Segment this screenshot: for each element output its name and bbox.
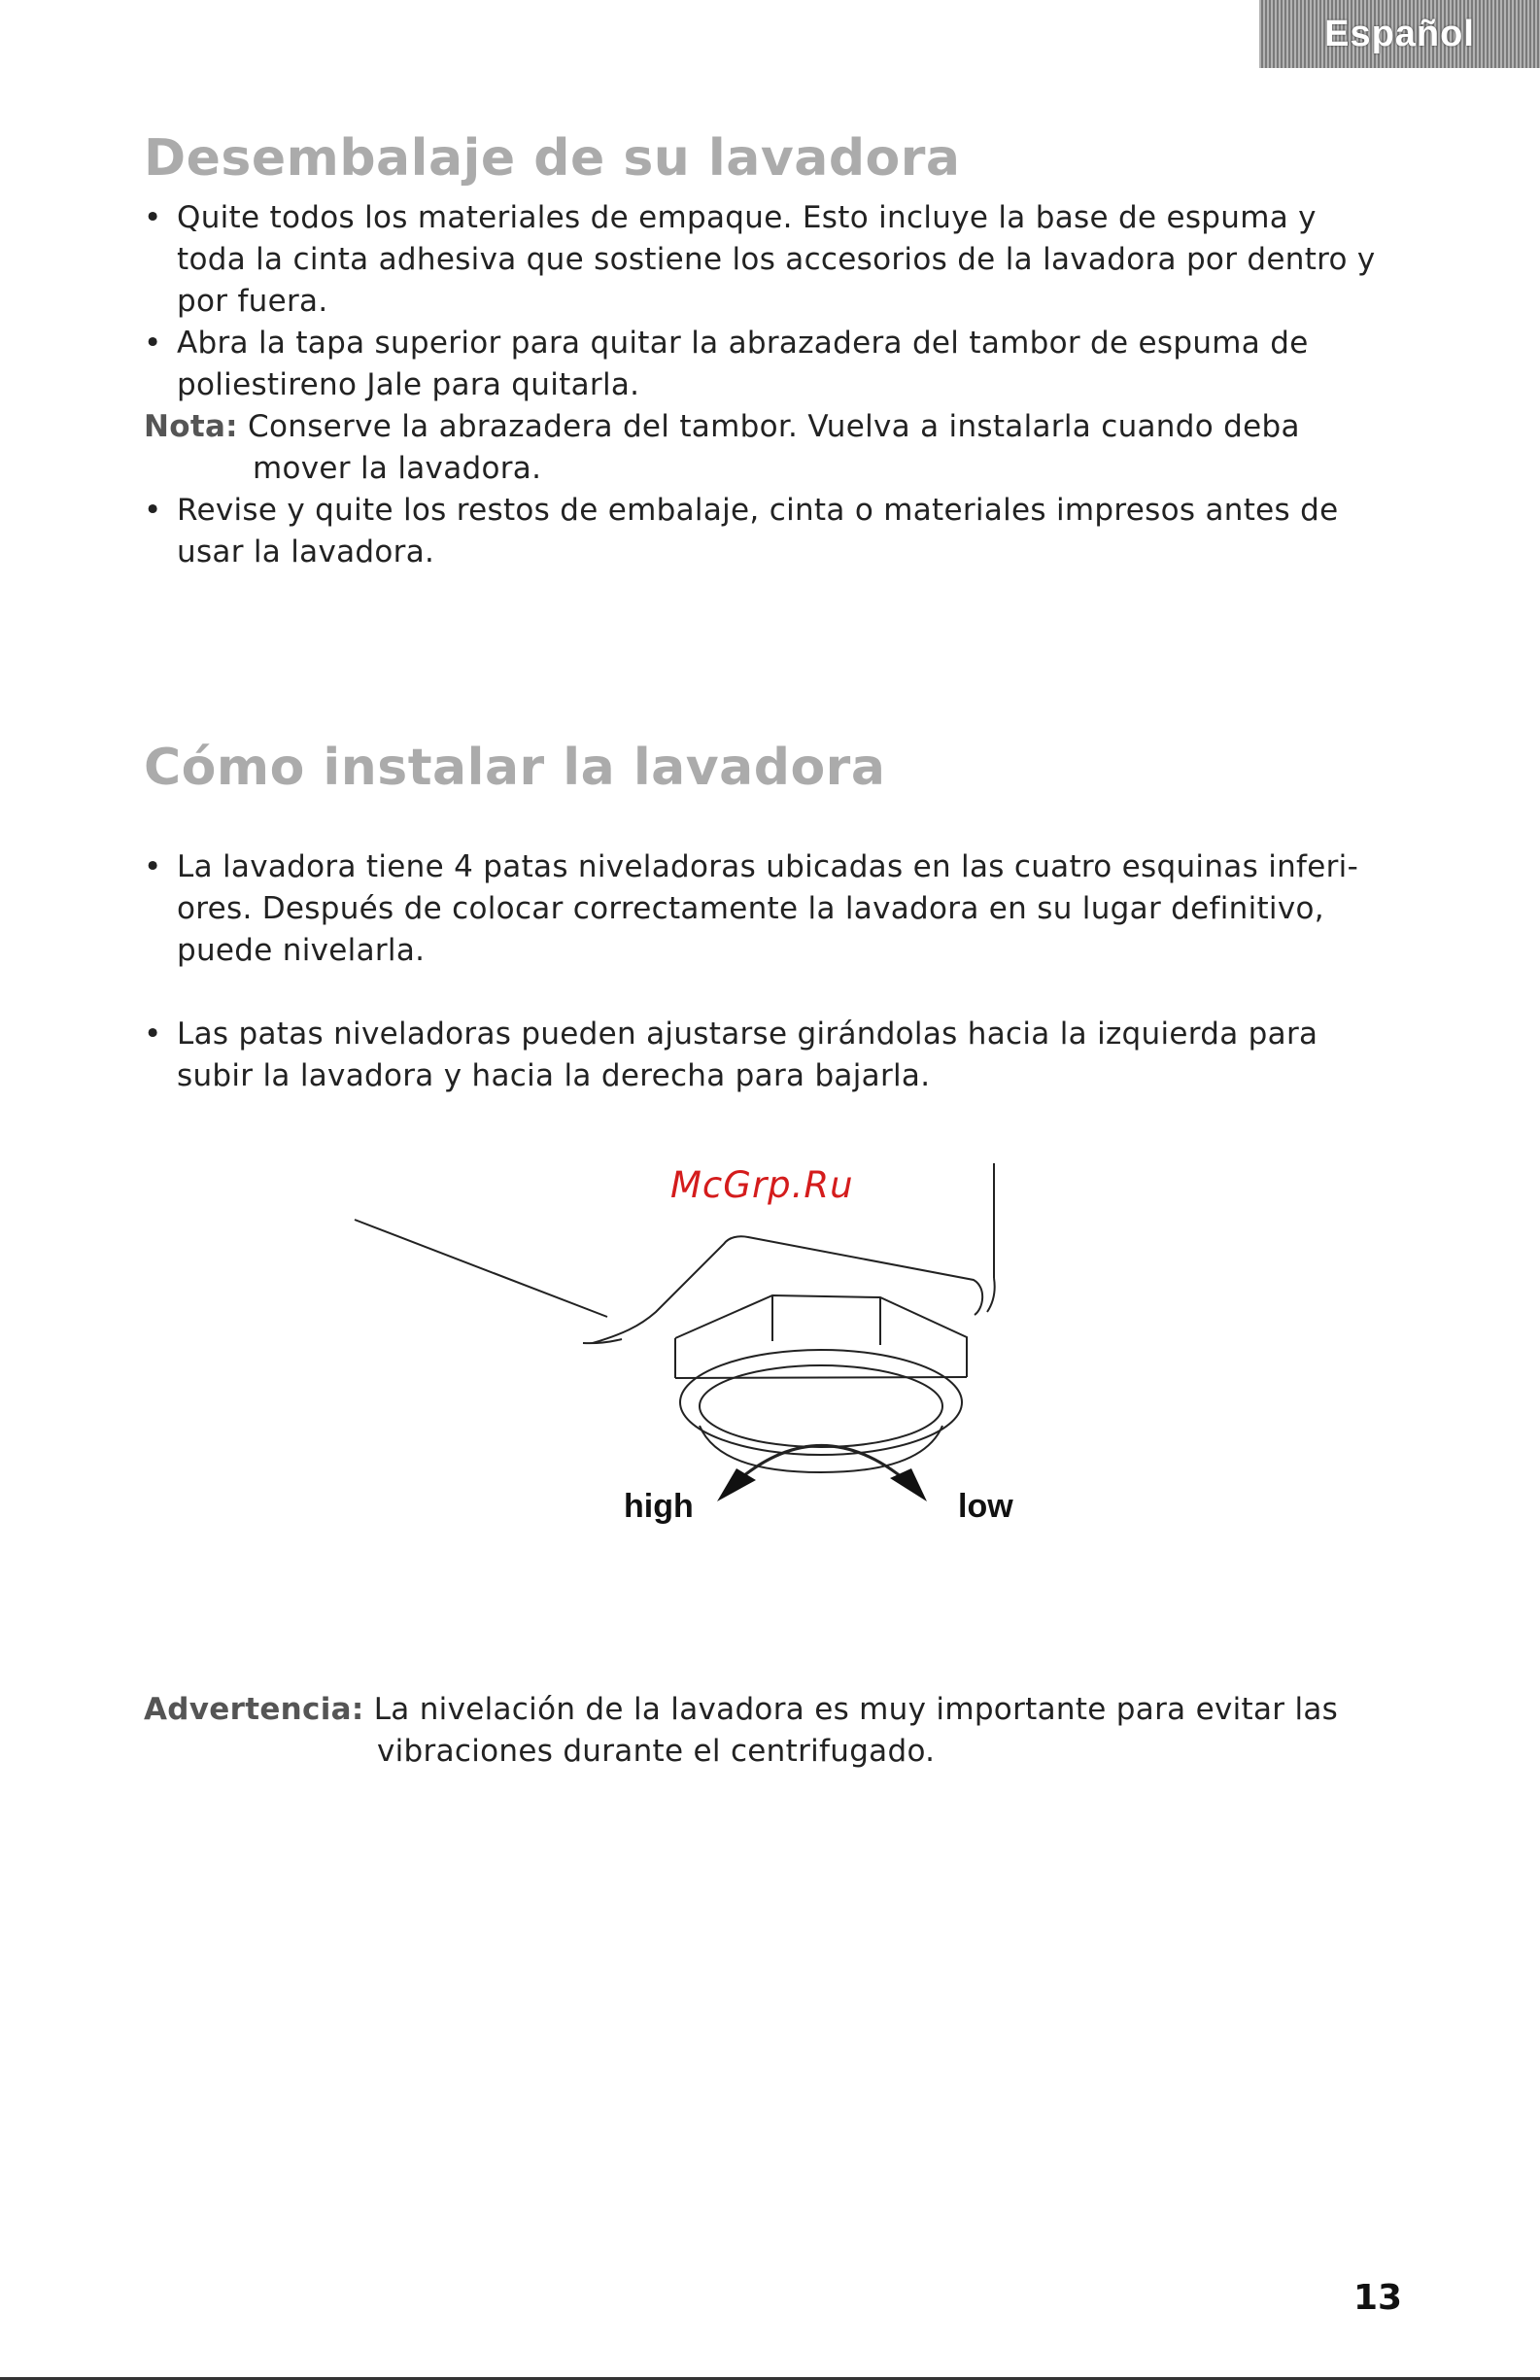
language-tab	[1259, 0, 1540, 68]
line: ores. Después de colocar correctamente la lavadora en su lugar definitivo,	[177, 891, 1324, 926]
line: subir la lavadora y hacia la derecha para bajarla.	[177, 1058, 931, 1093]
line: Quite todos los materiales de empaque. Esto incluye la base de espuma y	[177, 200, 1317, 235]
line: por fuera.	[177, 284, 328, 319]
language-label: Español	[1324, 13, 1475, 54]
list-item	[144, 846, 1440, 972]
warning-label: Advertencia:	[144, 1692, 364, 1727]
leveling-leg-diagram	[330, 1152, 1030, 1535]
line: toda la cinta adhesiva que sostiene los accesorios de la lavadora por dentro y	[177, 242, 1376, 277]
bullet-icon: •	[144, 1017, 162, 1052]
line: poliestireno Jale para quitarla.	[177, 367, 640, 402]
bullet-icon: •	[144, 849, 162, 884]
section-title-installation: Cómo instalar la lavadora	[144, 739, 886, 797]
watermark: McGrp.Ru	[670, 1164, 854, 1206]
list-item	[144, 197, 1440, 323]
note	[144, 406, 1407, 490]
list-item	[144, 1014, 1440, 1097]
line: Revise y quite los restos de embalaje, cinta o materiales impresos antes de	[177, 493, 1339, 528]
line: puede nivelarla.	[177, 933, 426, 968]
warning-line: La nivelación de la lavadora es muy importante para evitar las	[373, 1692, 1339, 1727]
warning-line: vibraciones durante el centrifugado.	[377, 1734, 936, 1769]
note-line: Conserve la abrazadera del tambor. Vuelva a instalarla cuando deba	[248, 409, 1300, 444]
washer-base-outline	[593, 1236, 982, 1343]
note-line: mover la lavadora.	[253, 451, 542, 486]
rotation-arrow	[731, 1446, 913, 1488]
line: Las patas niveladoras pueden ajustarse girándolas hacia la izquierda para	[177, 1017, 1318, 1052]
bullet-icon: •	[144, 493, 162, 528]
bullet-icon: •	[144, 200, 162, 235]
arrow-left-icon	[717, 1468, 756, 1501]
line: La lavadora tiene 4 patas niveladoras ubicadas en las cuatro esquinas inferi-	[177, 849, 1359, 884]
page-number: 13	[1353, 2278, 1403, 2318]
bullet-icon: •	[144, 326, 162, 361]
section-title-unpacking: Desembalaje de su lavadora	[144, 129, 961, 188]
list-item	[144, 490, 1440, 573]
warning	[144, 1689, 1426, 1773]
line: usar la lavadora.	[177, 535, 435, 569]
high-label: high	[624, 1488, 694, 1525]
low-label: low	[958, 1488, 1013, 1525]
list-item	[144, 323, 1440, 406]
note-label: Nota:	[144, 409, 238, 444]
line: Abra la tapa superior para quitar la abrazadera del tambor de espuma de	[177, 326, 1309, 361]
pointer-line	[355, 1220, 607, 1317]
